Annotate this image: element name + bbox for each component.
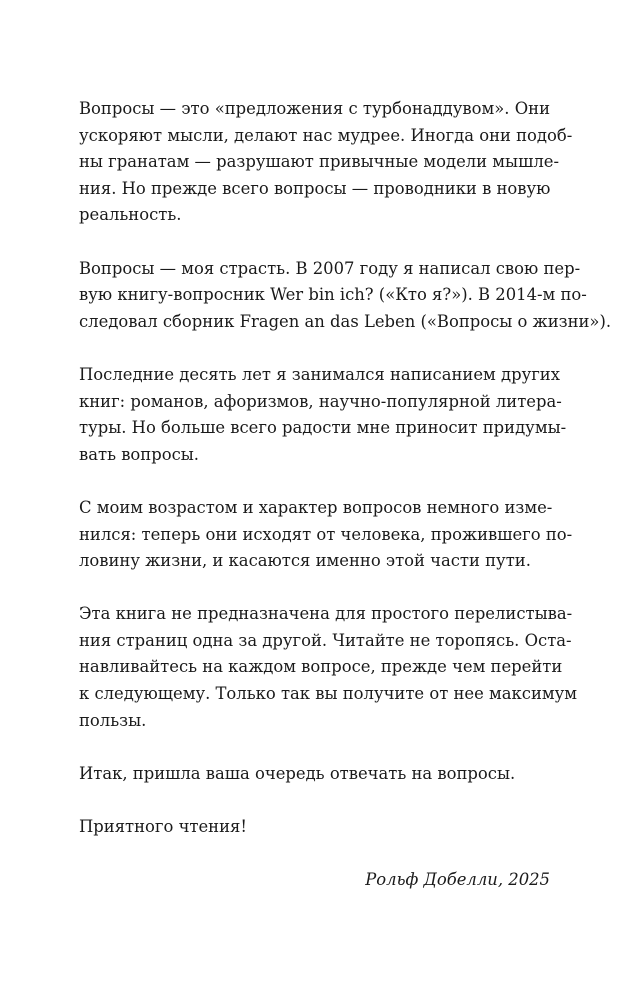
text-line: Приятного чтения! [79, 817, 247, 837]
paragraph-age [79, 495, 573, 575]
author-signature: Рольф Добелли, 2025 [365, 870, 550, 890]
text-line: нился: теперь они исходят от человека, прожившего по- [79, 524, 573, 544]
text-line: ны гранатам — разрушают привычные модели мышле- [79, 152, 559, 172]
text-line: ловину жизни, и касаются именно этой части пути. [79, 551, 531, 571]
text-line: Вопросы — это «предложения с турбонаддувом». Они [79, 99, 550, 118]
text-line: к следующему. Только так вы получите от нее максимум [79, 684, 578, 704]
paragraph-intro [79, 96, 573, 229]
text-line: пользы. [79, 710, 147, 730]
text-line: Эта книга не предназначена для простого перелистыва- [79, 604, 573, 624]
paragraph-enjoy [79, 814, 550, 841]
text-line: Вопросы — моя страсть. В 2007 году я написал свою пер- [79, 258, 581, 278]
text-line: Итак, пришла ваша очередь отвечать на вопросы. [79, 763, 516, 783]
text-line: навливайтесь на каждом вопросе, прежде чем перейти [79, 657, 563, 677]
text-line: вать вопросы. [79, 444, 200, 464]
text-line: ускоряют мысли, делают нас мудрее. Иногда они подоб- [79, 125, 573, 145]
paragraph-last-years [79, 362, 567, 468]
paragraph-passion [79, 256, 612, 336]
page-text [79, 96, 612, 894]
text-line: реальность. [79, 205, 182, 225]
paragraph-your-turn [79, 761, 550, 788]
text-line: ния страниц одна за другой. Читайте не торопясь. Оста- [79, 630, 572, 650]
text-line: С моим возрастом и характер вопросов немного изме- [79, 497, 553, 517]
text-line: книг: романов, афоризмов, научно-популярной литера- [79, 391, 562, 411]
text-line: Последние десять лет я занимался написанием других [79, 364, 560, 384]
text-line: вую книгу-вопросник Wer bin ich? («Кто я?»). В 2014-м по- [79, 285, 587, 305]
text-line: туры. Но больше всего радости мне приносит придумы- [79, 418, 567, 438]
text-line: следовал сборник Fragen an das Leben («Вопросы о жизни»). [79, 311, 612, 331]
paragraph-how-to-read [79, 601, 578, 734]
text-line: ния. Но прежде всего вопросы — проводники в новую [79, 178, 551, 198]
